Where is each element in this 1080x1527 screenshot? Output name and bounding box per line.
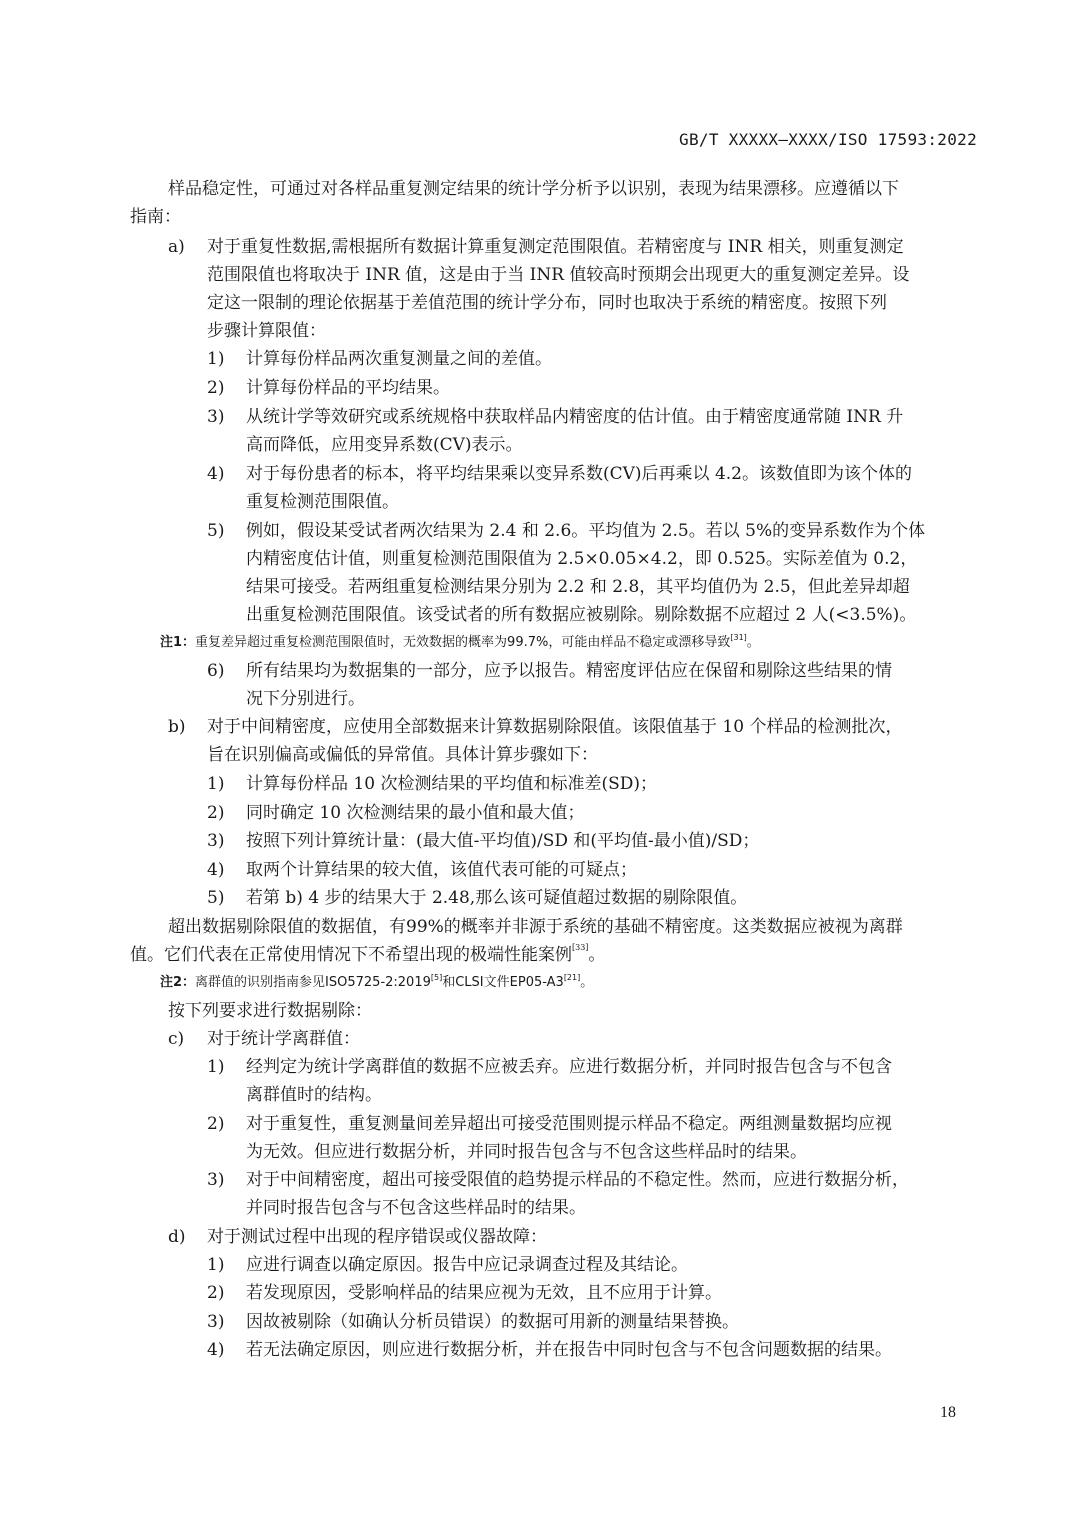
intro-line: 指南： [130, 207, 181, 227]
step-line: 应进行调查以确定原因。报告中应记录调查过程及其结论。 [246, 1255, 688, 1275]
paragraph-line: 步骤计算限值： [207, 321, 326, 341]
paragraph-line: 对于测试过程中出现的程序错误或仪器故障： [207, 1227, 547, 1247]
step-marker: 2) [207, 378, 225, 398]
paragraph-line: 按下列要求进行数据剔除： [168, 1001, 372, 1021]
paragraph-line [130, 944, 605, 966]
step-marker: 5) [207, 521, 225, 541]
list-marker-d: d) [168, 1227, 186, 1247]
step-line: 为无效。但应进行数据分析，并同时报告包含与不包含这些样品时的结果。 [246, 1142, 807, 1162]
step-marker: 1) [207, 1057, 225, 1077]
paragraph-line: 对于重复性数据,需根据所有数据计算重复测定范围限值。若精密度与 INR 相关，则重复测定 [207, 237, 904, 257]
step-marker: 4) [207, 860, 225, 880]
step-marker: 6) [207, 661, 225, 681]
step-marker: 3) [207, 1312, 225, 1332]
note-label: 注1： [160, 635, 196, 650]
step-marker: 3) [207, 1170, 225, 1190]
step-line: 从统计学等效研究或系统规格中获取样品内精密度的估计值。由于精密度通常随 INR 升 [246, 407, 904, 427]
step-marker: 2) [207, 1283, 225, 1303]
step-marker: 4) [207, 464, 225, 484]
step-line: 若无法确定原因，则应进行数据分析，并在报告中同时包含与不包含问题数据的结果。 [246, 1340, 892, 1360]
citation-ref: [21] [563, 973, 581, 982]
paragraph-line: 对于中间精密度，应使用全部数据来计算数据剔除限值。该限值基于 10 个样品的检测批次， [207, 717, 903, 737]
step-marker: 2) [207, 1114, 225, 1134]
paragraph-line: 旨在识别偏高或偏低的异常值。具体计算步骤如下： [207, 745, 598, 765]
citation-ref: [5] [430, 973, 443, 982]
step-line: 所有结果均为数据集的一部分，应予以报告。精密度评估应在保留和剔除这些结果的情 [246, 661, 892, 681]
paragraph-line: 范围限值也将取决于 INR 值，这是由于当 INR 值较高时预期会出现更大的重复测定差异。设 [207, 265, 910, 285]
step-marker: 5) [207, 888, 225, 908]
citation-ref: [33] [572, 943, 589, 952]
paragraph-text: 值。它们代表在正常使用情况下不希望出现的极端性能案例 [130, 945, 572, 965]
step-line: 对于中间精密度，超出可接受限值的趋势提示样品的不稳定性。然而，应进行数据分析， [246, 1170, 909, 1190]
step-line: 高而降低，应用变异系数(CV)表示。 [246, 435, 523, 455]
paragraph-line: 定这一限制的理论依据基于差值范围的统计学分布，同时也取决于系统的精密度。按照下列 [207, 293, 887, 313]
note-text: 和CLSI文件EP05-A3 [442, 975, 564, 990]
step-line: 因故被剔除（如确认分析员错误）的数据可用新的测量结果替换。 [246, 1312, 739, 1332]
step-marker: 1) [207, 349, 225, 369]
step-line: 结果可接受。若两组重复检测结果分别为 2.2 和 2.8，其平均值仍为 2.5，但此差异却超 [246, 577, 910, 597]
paragraph-line: 对于统计学离群值： [207, 1029, 360, 1049]
list-marker-b: b) [168, 717, 186, 737]
step-marker: 1) [207, 774, 225, 794]
note-1 [160, 634, 760, 652]
step-line: 对于每份患者的标本，将平均结果乘以变异系数(CV)后再乘以 4.2。该数值即为该个体的 [246, 464, 912, 484]
step-line: 按照下列计算统计量：(最大值-平均值)/SD 和(平均值-最小值)/SD； [246, 831, 760, 851]
step-line: 计算每份样品的平均结果。 [246, 378, 450, 398]
note-text: 离群值的识别指南参见ISO5725-2:2019 [195, 975, 431, 990]
note-tail: 。 [580, 975, 594, 990]
document-header: GB/T XXXXX—XXXX/ISO 17593:2022 [679, 130, 977, 149]
step-line: 出重复检测范围限值。该受试者的所有数据应被剔除。剔除数据不应超过 2 人(<3.5%)。 [246, 605, 917, 625]
step-marker: 2) [207, 803, 225, 823]
step-line: 对于重复性，重复测量间差异超出可接受范围则提示样品不稳定。两组测量数据均应视 [246, 1114, 892, 1134]
step-line: 重复检测范围限值。 [246, 492, 399, 512]
step-line: 内精密度估计值，则重复检测范围限值为 2.5×0.05×4.2，即 0.525。实际差值为 0.2， [246, 549, 918, 569]
page-number: 18 [940, 1404, 956, 1421]
step-line: 况下分别进行。 [246, 689, 365, 709]
step-line: 例如，假设某受试者两次结果为 2.4 和 2.6。平均值为 2.5。若以 5%的变异系数作为个体 [246, 521, 926, 541]
step-marker: 3) [207, 831, 225, 851]
step-marker: 4) [207, 1340, 225, 1360]
step-line: 同时确定 10 次检测结果的最小值和最大值； [246, 803, 585, 823]
note-2 [160, 974, 593, 992]
step-line: 若发现原因，受影响样品的结果应视为无效，且不应用于计算。 [246, 1283, 722, 1303]
step-marker: 1) [207, 1255, 225, 1275]
step-line: 计算每份样品 10 次检测结果的平均值和标准差(SD)； [246, 774, 657, 794]
step-line: 若第 b) 4 步的结果大于 2.48,那么该可疑值超过数据的剔除限值。 [246, 888, 748, 908]
intro-line: 样品稳定性，可通过对各样品重复测定结果的统计学分析予以识别，表现为结果漂移。应遵循以下 [168, 179, 899, 199]
step-line: 取两个计算结果的较大值，该值代表可能的可疑点； [246, 860, 637, 880]
step-line: 离群值时的结构。 [246, 1085, 382, 1105]
list-marker-a: a) [168, 237, 185, 257]
step-line: 并同时报告包含与不包含这些样品时的结果。 [246, 1198, 586, 1218]
step-line: 计算每份样品两次重复测量之间的差值。 [246, 349, 552, 369]
paragraph-line: 超出数据剔除限值的数据值，有99%的概率并非源于系统的基础不精密度。这类数据应被视为离群 [168, 917, 903, 937]
citation-ref: [31] [730, 633, 747, 642]
note-label: 注2： [160, 975, 196, 990]
note-text: 重复差异超过重复检测范围限值时，无效数据的概率为99.7%，可能由样品不稳定或漂移导致 [195, 635, 731, 650]
note-tail: 。 [746, 635, 760, 650]
step-line: 经判定为统计学离群值的数据不应被丢弃。应进行数据分析，并同时报告包含与不包含 [246, 1057, 892, 1077]
list-marker-c: c) [168, 1029, 185, 1049]
step-marker: 3) [207, 407, 225, 427]
paragraph-tail: 。 [588, 945, 606, 965]
